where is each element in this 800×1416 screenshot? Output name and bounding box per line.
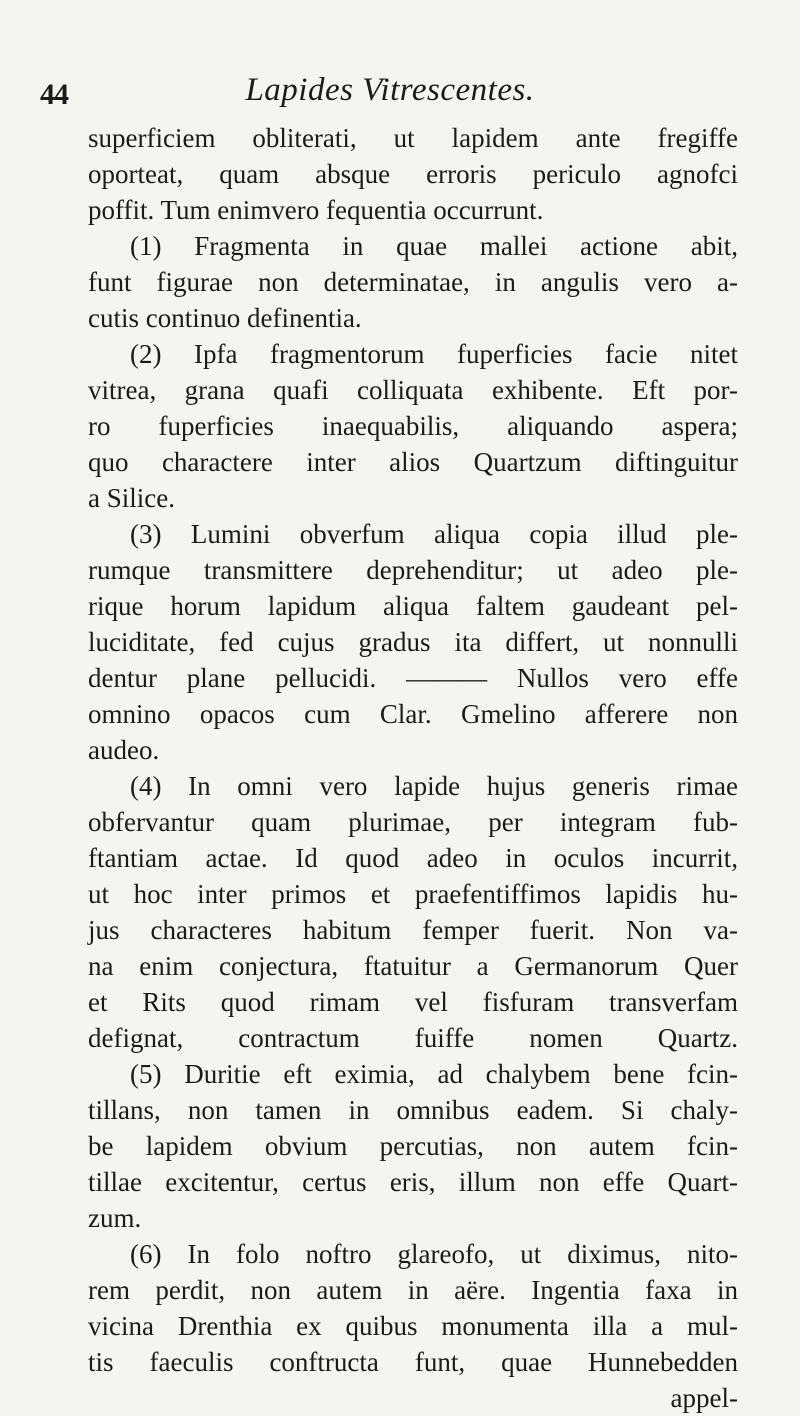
text-line: (2) Ipfa fragmentorum fuperficies facie nitet	[130, 339, 738, 369]
text-line: (1) Fragmenta in quae mallei actione abit,	[130, 231, 738, 261]
text-line: (4) In omni vero lapide hujus generis rimae	[130, 771, 738, 801]
text-line: vicina Drenthia ex quibus monumenta illa a mul-	[88, 1311, 738, 1341]
text-line: cutis continuo definentia.	[88, 303, 362, 333]
text-line: audeo.	[88, 735, 160, 765]
text-line: (3) Lumini obverfum aliqua copia illud ple-	[130, 519, 738, 549]
text-line: be lapidem obvium percutias, non autem fcin-	[88, 1131, 738, 1161]
text-line: superficiem obliterati, ut lapidem ante fregiffe	[88, 123, 738, 153]
text-line: obfervantur quam plurimae, per integram fub-	[88, 807, 738, 837]
catchword: appel-	[670, 1383, 738, 1413]
text-line: ut hoc inter primos et praefentiffimos lapidis hu-	[88, 879, 738, 909]
text-line: dentur plane pellucidi. ——— Nullos vero effe	[88, 663, 738, 693]
text-line: (5) Duritie eft eximia, ad chalybem bene fcin-	[130, 1059, 738, 1089]
text-line: et Rits quod rimam vel fisfuram transverfam	[88, 987, 738, 1017]
text-line: funt figurae non determinatae, in angulis vero a-	[88, 267, 738, 297]
text-line: tillae excitentur, certus eris, illum non effe Quart-	[88, 1167, 738, 1197]
text-line: jus characteres habitum femper fuerit. Non va-	[88, 915, 738, 945]
text-line: na enim conjectura, ftatuitur a Germanorum Quer	[88, 951, 738, 981]
text-line: luciditate, fed cujus gradus ita differt, ut nonnulli	[88, 627, 738, 657]
text-line: zum.	[88, 1203, 142, 1233]
text-line: tis faeculis conftructa funt, quae Hunnebedden	[88, 1347, 738, 1377]
text-line: ftantiam actae. Id quod adeo in oculos incurrit,	[88, 843, 738, 873]
text-line: defignat, contractum fuiffe nomen Quartz.	[88, 1023, 738, 1053]
text-line: a Silice.	[88, 483, 175, 513]
text-line: omnino opacos cum Clar. Gmelino afferere non	[88, 699, 738, 729]
body-text	[88, 120, 738, 1416]
text-line: oporteat, quam absque erroris periculo agnofci	[88, 159, 738, 189]
text-line: (6) In folo noftro glareofo, ut diximus, nito-	[130, 1239, 738, 1269]
text-line: ro fuperficies inaequabilis, aliquando aspera;	[88, 411, 738, 441]
text-line: rem perdit, non autem in aëre. Ingentia faxa in	[88, 1275, 738, 1305]
running-title: Lapides Vitrescentes.	[245, 72, 535, 108]
text-line: rique horum lapidum aliqua faltem gaudeant pel-	[88, 591, 738, 621]
text-line: vitrea, grana quafi colliquata exhibente. Eft por-	[88, 375, 738, 405]
text-line: tillans, non tamen in omnibus eadem. Si chaly-	[88, 1095, 738, 1125]
text-line: rumque transmittere deprehenditur; ut adeo ple-	[88, 555, 738, 585]
page-number: 44	[40, 78, 68, 111]
text-line: poffit. Tum enimvero fequentia occurrunt.	[88, 195, 544, 225]
text-line: quo charactere inter alios Quartzum diftinguitur	[88, 447, 738, 477]
running-head	[40, 72, 740, 112]
